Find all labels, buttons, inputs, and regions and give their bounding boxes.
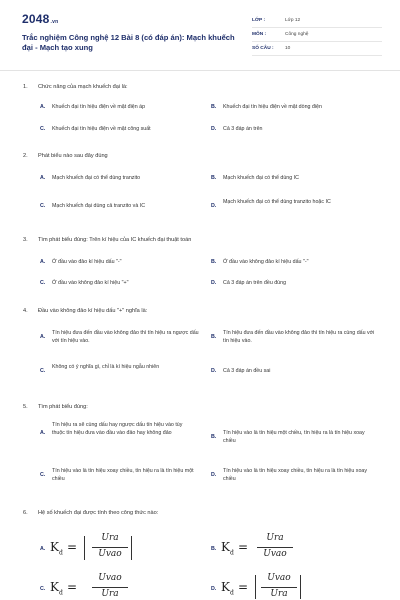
meta-row-subject xyxy=(252,30,382,42)
formula-numerator: Ura xyxy=(101,533,119,543)
formula-denominator: Ura xyxy=(270,589,288,599)
option-letter: D. xyxy=(211,586,217,592)
meta-label: LỚP : xyxy=(252,18,266,23)
question-number: 5. xyxy=(23,404,28,410)
option-letter: C. xyxy=(40,203,46,209)
question-stem xyxy=(18,151,386,161)
option-text: Khuếch đại tín hiệu điện về mặt công suất xyxy=(52,126,151,132)
question-number: 4. xyxy=(23,308,28,314)
document-meta xyxy=(252,16,382,58)
option-text: Khuếch đại tín hiệu điện về mặt điện áp xyxy=(52,104,146,110)
option-text: Tín hiệu vào là tín hiệu xoay chiều, tín hiệu ra là tín hiệu xoay chiều xyxy=(223,468,367,482)
fraction-line xyxy=(92,547,128,548)
abs-bar-right xyxy=(300,575,301,599)
formula-equals: = xyxy=(238,580,249,594)
formula-option-c[interactable] xyxy=(40,570,190,600)
option-letter: C. xyxy=(40,472,46,478)
question-text: Tìm phát biểu đúng: xyxy=(38,404,88,410)
formula-denominator: Uvao xyxy=(98,549,122,559)
option-text: Tín hiệu ra sẽ cùng dấu hay ngược dấu tín hiệu vào tùy thuộc tín hiệu đưa vào đầu vào đảo hay không đảo xyxy=(52,422,183,436)
option-text: Ở đầu vào đảo kí hiệu dấu "-" xyxy=(52,259,122,265)
option-text: Không có ý nghĩa gì, chỉ là kí hiệu ngẫu nhiên xyxy=(52,364,160,370)
option-letter: B. xyxy=(211,334,217,340)
question-stem xyxy=(18,306,386,316)
question-text: Đầu vào không đảo kí hiệu dấu "+" nghĩa là: xyxy=(38,308,148,314)
option-letter: D. xyxy=(211,368,217,374)
fraction-line xyxy=(261,587,297,588)
option-letter: A. xyxy=(40,334,46,340)
question-1 xyxy=(18,82,386,140)
option-letter: C. xyxy=(40,368,46,374)
question-number: 3. xyxy=(23,237,28,243)
option-letter: D. xyxy=(211,126,217,132)
logo-suffix: .vn xyxy=(50,19,59,25)
question-stem xyxy=(18,82,386,92)
option-letter: C. xyxy=(40,280,46,286)
document-title: Trắc nghiệm Công nghệ 12 Bài 8 (có đáp án): Mạch khuếch đại - Mạch tạo xung xyxy=(22,33,235,52)
formula-denominator: Uvao xyxy=(263,549,287,559)
option-text: Mạch khuếch đại có thể dùng IC xyxy=(223,175,299,181)
option-letter: A. xyxy=(40,259,46,265)
logo-main: 2048 xyxy=(22,12,50,26)
question-stem xyxy=(18,508,386,518)
option-text: Tín hiệu vào là tín hiệu một chiều, tín hiệu ra là tín hiệu xoay chiều xyxy=(223,430,365,444)
option-text: Ở đầu vào không đảo kí hiệu dấu "-" xyxy=(223,259,309,265)
question-number: 2. xyxy=(23,153,28,159)
abs-bar-left xyxy=(84,536,85,560)
meta-value: 10 xyxy=(285,46,291,51)
option-letter: C. xyxy=(40,126,46,132)
option-letter: B. xyxy=(211,434,217,440)
option-text: Cả 3 đáp án trên đều đúng xyxy=(223,280,287,286)
option-letter: D. xyxy=(211,203,217,209)
option-text: Cả 3 đáp án trên xyxy=(223,126,263,132)
question-6 xyxy=(18,508,386,600)
question-stem xyxy=(18,235,386,245)
formula-k: $K_đ$ xyxy=(50,580,63,597)
question-3 xyxy=(18,235,386,295)
formula-option-b[interactable] xyxy=(211,532,361,566)
question-number: 6. xyxy=(23,510,28,516)
formula-option-d[interactable] xyxy=(211,570,361,600)
option-text: Khuếch đại tín hiệu điện về mặt dòng điện xyxy=(223,104,322,110)
question-stem xyxy=(18,402,386,412)
option-letter: A. xyxy=(40,104,46,110)
option-letter: B. xyxy=(211,104,217,110)
option-text: Tín hiệu đưa đến đầu vào không đảo thì tín hiệu ra ngược dấu với tín hiệu vào. xyxy=(52,330,199,344)
meta-value: Lớp 12 xyxy=(285,18,301,23)
option-letter: A. xyxy=(40,175,46,181)
option-text: Tín hiệu vào là tín hiệu xoay chiều, tín hiệu ra là tín hiệu một chiều xyxy=(52,468,194,482)
page-header xyxy=(22,12,382,68)
option-text: Ở đầu vào không đảo kí hiệu "+" xyxy=(52,280,129,286)
question-text: Chức năng của mạch khuếch đại là: xyxy=(38,84,128,90)
formula-numerator: Uvao xyxy=(267,573,291,583)
question-5 xyxy=(18,402,386,498)
option-letter: A. xyxy=(40,546,46,552)
formula-numerator: Ura xyxy=(266,533,284,543)
fraction-line xyxy=(92,587,128,588)
option-letter: B. xyxy=(211,175,217,181)
formula-denominator: Ura xyxy=(101,589,119,599)
meta-row-count xyxy=(252,44,382,56)
option-text: Mạch khuếch đại có thể dùng tranzito xyxy=(52,175,141,181)
abs-bar-right xyxy=(131,536,132,560)
site-logo[interactable] xyxy=(22,12,58,26)
option-text: Cả 3 đáp án đều sai xyxy=(223,368,271,374)
option-letter: D. xyxy=(211,472,217,478)
option-text: Mạch khuếch đại dùng cả tranzito và IC xyxy=(52,203,146,209)
formula-option-a[interactable] xyxy=(40,532,190,566)
option-letter: B. xyxy=(211,259,217,265)
option-text: Tín hiệu đưa đến đầu vào không đảo thì tín hiệu ra cùng dấu với tín hiệu vào. xyxy=(223,330,375,344)
meta-value: Công nghệ xyxy=(285,32,309,37)
question-text: Tìm phát biểu đúng: Trên kí hiệu của IC khuếch đại thuật toán xyxy=(38,237,192,243)
option-text: Mạch khuếch đại có thể dùng tranzito hoặc IC xyxy=(223,199,331,205)
question-2 xyxy=(18,151,386,225)
meta-label: MÔN : xyxy=(252,32,267,37)
meta-row-class xyxy=(252,16,382,28)
option-letter: A. xyxy=(40,430,46,436)
formula-k: $K_đ$ xyxy=(221,580,234,597)
formula-k: $K_đ$ xyxy=(50,540,63,557)
header-divider xyxy=(0,70,400,71)
formula-equals: = xyxy=(238,540,249,554)
question-number: 1. xyxy=(23,84,28,90)
formula-k: $K_đ$ xyxy=(221,540,234,557)
question-text: Phát biểu nào sau đây đúng xyxy=(38,153,108,159)
question-4 xyxy=(18,306,386,388)
fraction-line xyxy=(257,547,293,548)
meta-label: SỐ CÂU : xyxy=(252,46,274,51)
option-letter: D. xyxy=(211,280,217,286)
formula-numerator: Uvao xyxy=(98,573,122,583)
abs-bar-left xyxy=(255,575,256,599)
formula-equals: = xyxy=(67,580,78,594)
question-text: Hệ số khuếch đại được tính theo công thức nào: xyxy=(38,510,159,516)
option-letter: B. xyxy=(211,546,217,552)
option-letter: C. xyxy=(40,586,46,592)
formula-equals: = xyxy=(67,540,78,554)
